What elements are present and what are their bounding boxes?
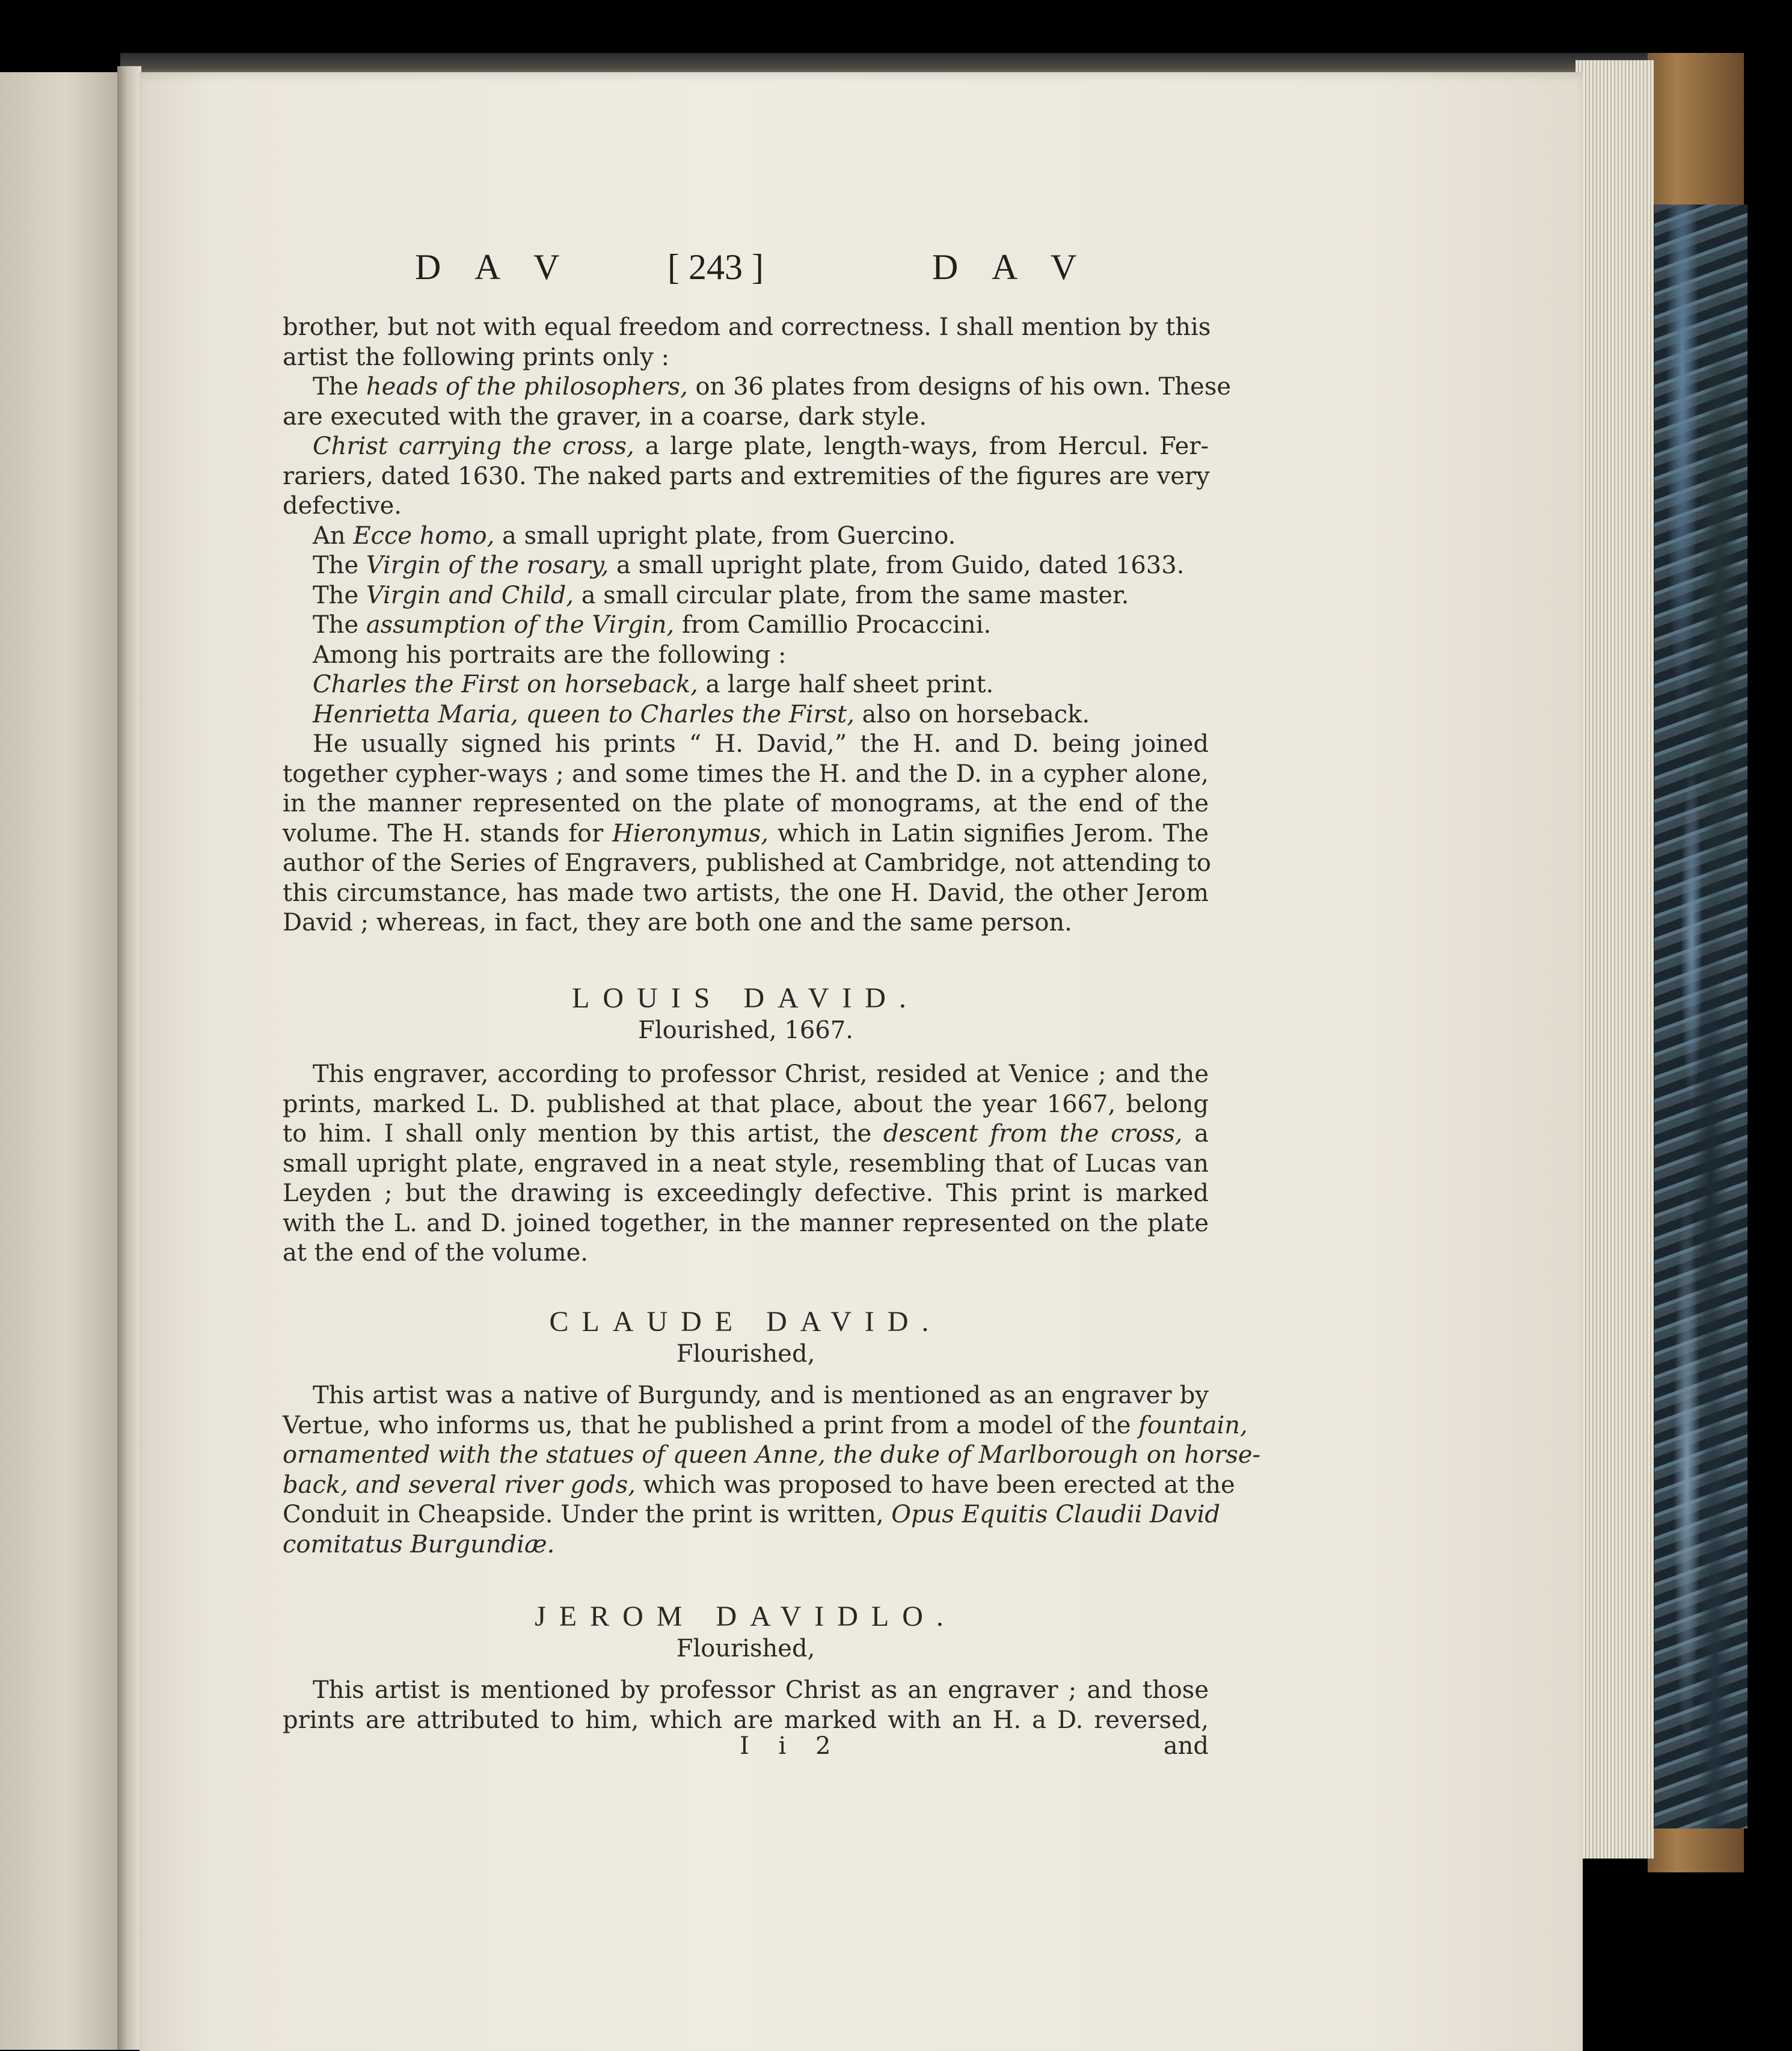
body-text-jerom-davidlo [283, 1676, 1209, 1735]
text-line [283, 1500, 1220, 1530]
text-run: The [313, 373, 366, 401]
text-line: small upright plate, engraved in a neat style, resembling that of Lucas van [283, 1149, 1209, 1178]
text-line: with the L. and D. joined together, in the manner represented on the plate [283, 1209, 1209, 1237]
text-run: a [1182, 1120, 1209, 1148]
text-line: This artist is mentioned by professor Christ as an engraver ; and those [313, 1676, 1209, 1704]
text-line: at the end of the volume. [283, 1239, 588, 1267]
left-page-edge [0, 72, 120, 2050]
text-line: are executed with the graver, in a coarse, dark style. [283, 402, 927, 431]
italic-text: Virgin of the rosary, [366, 552, 609, 579]
italic-text: Charles the First on horseback, [313, 671, 698, 698]
text-run: a large half sheet print. [698, 671, 994, 698]
text-run: also on horseback. [854, 700, 1090, 728]
italic-text: descent from the cross, [883, 1120, 1183, 1148]
running-head [283, 247, 1209, 295]
text-run: which in Latin signifies Jerom. The [768, 819, 1209, 847]
text-run: Conduit in Cheapside. Under the print is written, [283, 1501, 892, 1528]
page-edges [1576, 60, 1654, 1859]
text-run: An [313, 521, 354, 550]
italic-text: assumption of the Virgin, [366, 611, 675, 639]
section-title-claude-david: CLAUDE DAVID. [549, 1306, 942, 1338]
section-subtitle-louis-david: Flourished, 1667. [638, 1016, 853, 1044]
text-line [283, 372, 1232, 402]
italic-text: Hieronymus, [612, 819, 769, 847]
text-run: on 36 plates from designs of his own. These [687, 373, 1232, 401]
section-title-louis-david: LOUIS DAVID. [572, 982, 919, 1014]
signature-mark: I i 2 [740, 1732, 842, 1760]
text-line [283, 670, 1209, 700]
text-run: volume. The H. stands for [283, 819, 613, 847]
text-run: a small upright plate, from Guido, dated 1633. [609, 552, 1185, 579]
text-line [283, 1119, 1209, 1149]
italic-text: comitatus Burgundiæ. [283, 1530, 555, 1558]
running-head-right: D A V [932, 247, 1090, 287]
text-line: together cypher-ways ; and some times the H. and the D. in a cypher alone, [283, 760, 1209, 788]
italic-text: Christ carrying the cross, [313, 432, 634, 460]
text-line: defective. [283, 492, 402, 520]
text-run: The [313, 611, 366, 639]
text-line: artist the following prints only : [283, 343, 670, 371]
body-text-intro [283, 313, 1232, 938]
italic-text: Opus Equitis Claudii David [891, 1501, 1220, 1528]
section-subtitle-jerom-davidlo: Flourished, [676, 1635, 815, 1662]
text-line: David ; whereas, in fact, they are both one and the same person. [283, 909, 1072, 936]
text-line [283, 610, 1209, 641]
text-run: from Camillio Procaccini. [674, 611, 992, 639]
text-line [283, 551, 1209, 581]
text-line [283, 1411, 1248, 1441]
italic-text: heads of the philosophers, [366, 373, 688, 401]
text-line [283, 700, 1209, 730]
text-line: this circumstance, has made two artists, the one H. David, the other Jerom [283, 879, 1209, 907]
text-line: in the manner represented on the plate of monograms, at the end of the [283, 790, 1209, 817]
text-line [283, 819, 1209, 849]
text-line: rariers, dated 1630. The naked parts and extremities of the figures are very [283, 462, 1210, 490]
text-run: The [313, 552, 366, 579]
text-run: which was proposed to have been erected at the [635, 1471, 1235, 1499]
text-line [283, 432, 1209, 462]
text-line [283, 1441, 1261, 1471]
text-line: prints are attributed to him, which are marked with an H. a D. reversed, [283, 1706, 1209, 1734]
italic-text: Virgin and Child, [366, 581, 574, 609]
text-run: Vertue, who informs us, that he published a print from a model of the [283, 1411, 1139, 1439]
italic-text: Henrietta Maria, queen to Charles the First, [313, 700, 855, 728]
text-run: a small circular plate, from the same master. [574, 581, 1129, 609]
italic-text: back, and several river gods, [283, 1471, 636, 1499]
body-text-claude-david [283, 1381, 1261, 1560]
text-line [283, 1530, 1209, 1560]
text-line [283, 521, 1209, 552]
running-head-left: D A V [415, 247, 573, 287]
text-line: author of the Series of Engravers, published at Cambridge, not attending to [283, 849, 1211, 877]
section-title-jerom-davidlo: JEROM DAVIDLO. [535, 1601, 957, 1632]
text-line [283, 1471, 1235, 1501]
text-run: to him. I shall only mention by this artist, the [283, 1120, 883, 1148]
text-line: Among his portraits are the following : [313, 641, 787, 669]
page-number: [ 243 ] [667, 247, 764, 287]
italic-text: fountain, [1138, 1411, 1248, 1439]
body-text-louis-david [283, 1060, 1209, 1268]
text-line: This engraver, according to professor Christ, resided at Venice ; and the [313, 1060, 1209, 1088]
text-run: a small upright plate, from Guercino. [494, 521, 956, 550]
text-run: a large plate, length-ways, from Hercul. Fer- [634, 432, 1209, 460]
italic-text: ornamented with the statues of queen Anne, the duke of Marlborough on horse- [283, 1441, 1261, 1469]
text-run: The [313, 581, 366, 609]
gutter [117, 66, 141, 2050]
text-line: This artist was a native of Burgundy, and is mentioned as an engraver by [313, 1382, 1209, 1409]
text-line: Leyden ; but the drawing is exceedingly defective. This print is marked [283, 1179, 1209, 1207]
italic-text: Ecce homo, [353, 521, 495, 550]
section-subtitle-claude-david: Flourished, [676, 1340, 815, 1368]
catchword: and [1163, 1732, 1209, 1760]
marbled-endpaper [1651, 204, 1748, 1828]
text-line: prints, marked L. D. published at that place, about the year 1667, belong [283, 1090, 1209, 1118]
page-footer [283, 1732, 1209, 1762]
text-line [283, 581, 1209, 611]
text-line: brother, but not with equal freedom and correctness. I shall mention by this [283, 313, 1211, 341]
text-line: He usually signed his prints “ H. David,” the H. and D. being joined [313, 730, 1209, 758]
